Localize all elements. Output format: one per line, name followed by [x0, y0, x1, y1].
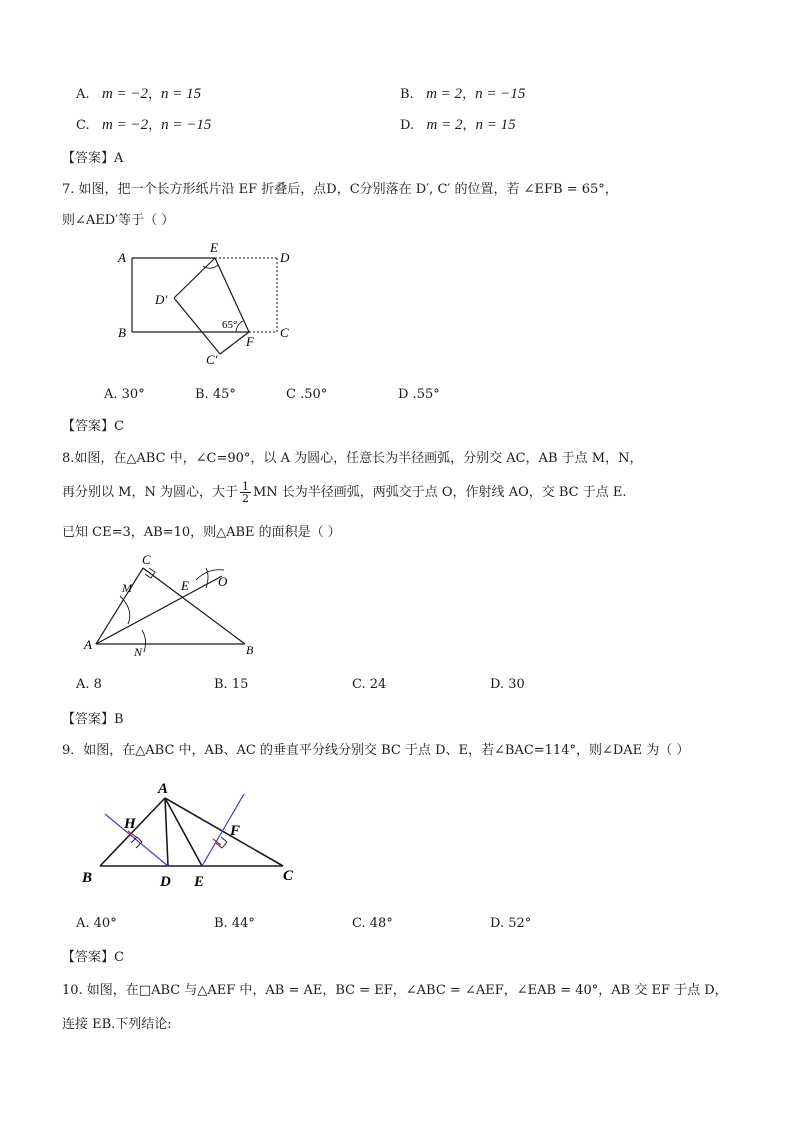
q8-stem-line3: 已知 CE=3，AB=10，则△ABE 的面积是（ ）: [62, 525, 341, 540]
q8-stem-line1: 8.如图，在△ABC 中，∠C=90°，以 A 为圆心，任意长为半径画弧，分别交 AC，AB 于点 M，N，: [62, 451, 643, 466]
q8-option-c: C. 24: [352, 677, 387, 692]
q7-stem-line1: 7. 如图，把一个长方形纸片沿 EF 折叠后，点D，C分别落在 D′, C′ 的位置，若 ∠EFB = 65°，: [62, 182, 618, 197]
q6-option-d: D. m = 2，n = 15: [400, 117, 516, 133]
q9-option-a: A. 40°: [76, 916, 117, 931]
q6-answer: 【答案】A: [62, 151, 124, 166]
q8-label-c: C: [142, 552, 151, 567]
q7-option-a: A. 30°: [104, 387, 145, 402]
q6-option-a: A. m = −2，n = 15: [76, 86, 202, 102]
q8-label-n: N: [134, 645, 143, 659]
q8-fraction: $\frac{1}{2}$: [241, 480, 249, 505]
q7-label-b: B: [118, 325, 126, 340]
q8-label-o: O: [218, 574, 228, 589]
q8-stem-line2: 再分别以 M，N 为圆心，大于 $\frac{1}{2}$ MN 长为半径画弧，两弧交于点 O，作射线 AO，交 BC 于点 E.: [62, 480, 627, 505]
q10-stem-line2: 连接 EB.下列结论:: [62, 1017, 172, 1032]
q7-option-b: B. 45°: [195, 387, 236, 402]
q8-label-b: B: [246, 643, 254, 657]
q6-option-b: B. m = 2，n = −15: [400, 86, 526, 102]
q9-label-h: H: [124, 816, 136, 832]
q8-figure: [82, 552, 282, 662]
q6-option-c: C. m = −2，n = −15: [76, 117, 212, 133]
q9-label-e: E: [194, 874, 205, 890]
q9-label-f: F: [230, 823, 241, 839]
q9-label-d: D: [160, 874, 171, 890]
q9-option-c: C. 48°: [352, 916, 393, 931]
q9-stem: 9．如图，在△ABC 中，AB、AC 的垂直平分线分别交 BC 于点 D、E，若∠BAC=114°，则∠DAE 为（ ）: [62, 743, 690, 758]
q9-answer: 【答案】C: [62, 950, 124, 965]
q8-option-d: D. 30: [490, 677, 525, 692]
q7-angle-label: 65°: [222, 319, 238, 331]
q9-option-b: B. 44°: [214, 916, 255, 931]
q7-label-e: E: [210, 240, 218, 255]
q8-option-b: B. 15: [214, 677, 249, 692]
q8-label-e: E: [181, 578, 189, 593]
q7-label-f: F: [246, 334, 254, 349]
q8-answer: 【答案】B: [62, 712, 124, 727]
q7-answer: 【答案】C: [62, 419, 124, 434]
q7-label-c-prime: C′: [206, 352, 218, 367]
q9-label-a: A: [158, 781, 169, 797]
q8-option-a: A. 8: [76, 677, 102, 692]
q9-option-d: D. 52°: [490, 916, 532, 931]
q7-option-d: D .55°: [398, 387, 440, 402]
q9-label-b: B: [82, 870, 93, 886]
q9-figure: [78, 776, 308, 896]
q7-label-d: D: [280, 250, 290, 265]
q10-stem-line1: 10. 如图，在□ABC 与△AEF 中，AB = AE，BC = EF，∠ABC = ∠AEF，∠EAB = 40°，AB 交 EF 于点 D，: [62, 983, 728, 998]
q7-figure: [110, 238, 300, 368]
q7-label-c: C: [280, 325, 289, 340]
q7-stem-line2: 则∠AED′等于（ ）: [62, 213, 175, 228]
q9-label-c: C: [283, 868, 294, 884]
q8-label-a: A: [84, 637, 92, 652]
q7-option-c: C .50°: [286, 387, 328, 402]
q7-label-d-prime: D′: [155, 292, 168, 307]
q7-label-a: A: [118, 250, 126, 265]
q8-label-m: M: [122, 581, 132, 595]
